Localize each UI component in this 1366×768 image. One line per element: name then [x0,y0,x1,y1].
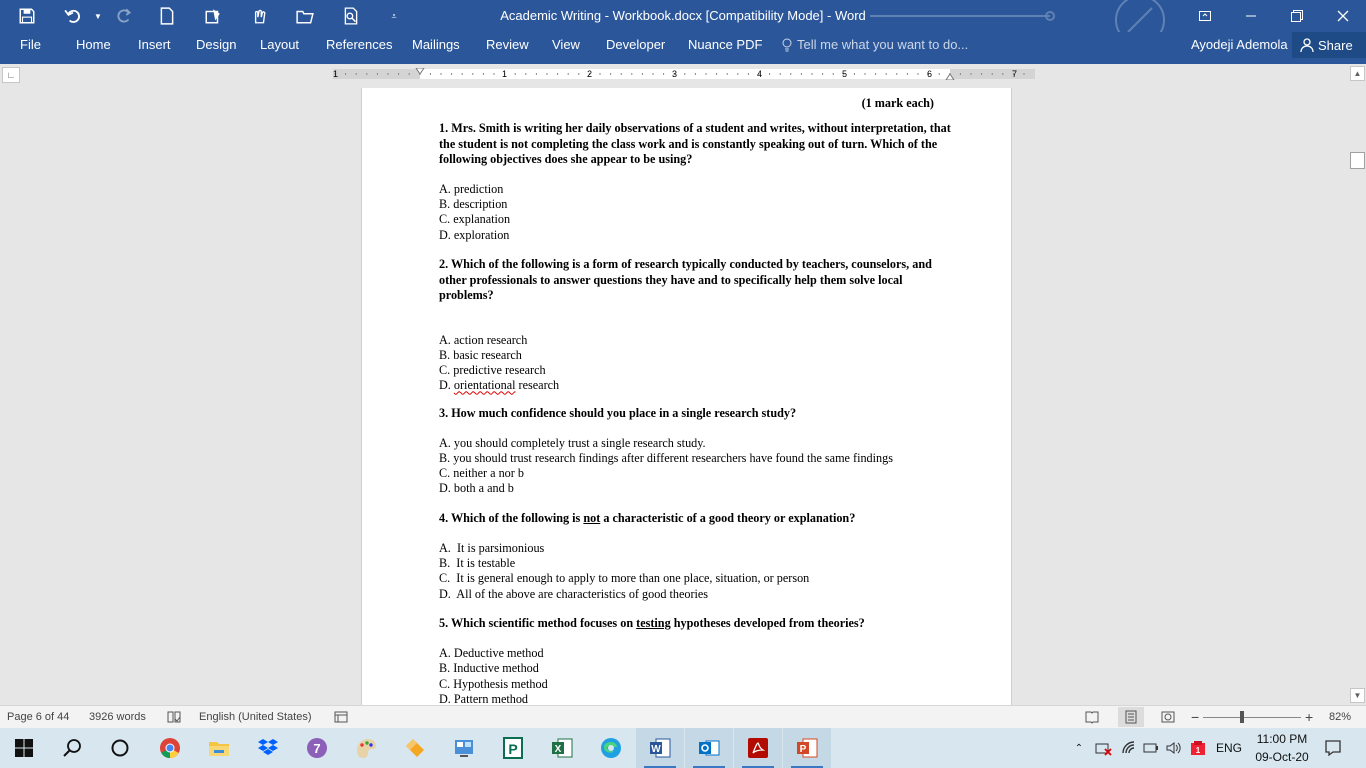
share-label: Share [1318,37,1353,53]
question-prompt: 1. Mrs. Smith is writing her daily observations of a student and writes, without interpretation, that the student is not completing the class work and is constantly speaking out of turn. Which of the following objectives does she appear to be using? [439,121,951,166]
svg-text:W: W [651,744,661,755]
tab-mailings[interactable]: Mailings [412,37,460,52]
outlook-icon[interactable] [685,728,733,768]
answer-option: C. neither a nor b [439,466,524,481]
title-bar [0,0,1366,32]
word-icon[interactable] [636,728,684,768]
battery-icon[interactable] [1141,728,1161,768]
person-icon [1300,38,1314,52]
answer-option: C. Hypothesis method [439,676,548,691]
macro-recording-icon[interactable] [334,710,348,724]
sticky-tool-icon[interactable] [391,728,439,768]
prompt-emphasis: testing [636,616,671,631]
zoom-thumb[interactable] [1240,711,1244,723]
print-preview-icon[interactable] [190,0,236,32]
show-hidden-icons[interactable]: ⌃ [1074,742,1084,754]
answer-option: C. It is general enough to apply to more than one place, situation, or person [439,571,810,586]
read-mode-icon[interactable] [1085,710,1099,724]
document-page[interactable] [361,88,1012,705]
new-document-icon[interactable] [144,0,190,32]
wifi-icon[interactable] [1119,728,1139,768]
question-prompt: 3. How much confidence should you place in a single research study? [439,405,797,420]
lightbulb-icon [781,38,793,52]
tell-me-text: Tell me what you want to do... [797,37,969,52]
answer-option: B. you should trust research findings after different researchers have found the same findings [439,450,893,465]
zoom-in-button[interactable]: + [1305,709,1314,725]
undo-icon[interactable] [54,0,92,32]
minimize-button[interactable] [1228,0,1274,32]
question-3 [439,406,959,497]
zoom-level[interactable]: 82% [1329,711,1352,723]
answer-option: A. It is parsimonious [439,540,545,555]
answer-option-misspelled [439,378,959,393]
touch-mode-icon[interactable] [236,0,282,32]
document-body[interactable] [439,121,959,705]
tab-layout[interactable]: Layout [260,37,300,52]
ribbon-display-options-icon[interactable] [1182,0,1228,32]
ruler-number: 4 [757,69,763,79]
prompt-text: 5. Which scientific method focuses on [439,616,637,631]
language[interactable]: English (United States) [199,711,312,723]
answer-option: B. It is testable [439,556,516,571]
vertical-scrollbar[interactable] [1349,64,1366,705]
print-layout-icon[interactable] [1118,707,1144,727]
scroll-up-arrow-icon[interactable]: ▲ [1350,66,1365,81]
answer-option: B. basic research [439,348,522,363]
antivirus-icon[interactable] [1187,728,1209,768]
prompt-text: a characteristic of a good theory or explanation? [600,510,856,525]
windows-taskbar [0,728,1366,768]
excel-icon[interactable] [538,728,586,768]
acrobat-icon[interactable] [734,728,782,768]
clock[interactable] [1252,730,1312,766]
question-5 [439,616,959,705]
answer-option: D. Pattern method [439,691,529,705]
window-controls [1182,0,1366,32]
restore-button[interactable] [1274,0,1320,32]
svg-text:X: X [554,744,562,755]
network-error-icon[interactable] [1093,728,1115,768]
zoom-track [1203,717,1301,718]
svg-text:1: 1 [1195,746,1201,755]
tab-developer[interactable]: Developer [606,37,666,52]
tab-selector-icon[interactable]: ∟ [2,67,20,83]
tab-nuance-pdf[interactable]: Nuance PDF [688,37,763,52]
answer-option: A. prediction [439,182,504,196]
tab-references[interactable]: References [326,37,393,52]
tab-insert[interactable]: Insert [138,37,171,52]
ribbon-tab-bar [0,32,1366,64]
ruler-number: 3 [672,69,678,79]
share-button[interactable] [1292,32,1366,58]
window-title: Academic Writing - Workbook.docx [Compatibility Mode] - Word [500,8,866,23]
answer-option: D. exploration [439,227,510,242]
scroll-down-arrow-icon[interactable]: ▼ [1350,688,1365,703]
tab-design[interactable]: Design [196,37,237,52]
notifications-icon[interactable] [1318,728,1348,768]
publisher-icon[interactable] [489,728,537,768]
control-panel-icon[interactable] [440,728,488,768]
question-prompt [439,616,959,632]
quick-access-toolbar [0,0,414,32]
answer-option: A. action research [439,332,528,347]
marks-note: (1 mark each) [861,96,934,110]
ruler-number: 7 [1012,69,1018,79]
web-layout-icon[interactable] [1161,710,1175,724]
prompt-text: hypotheses developed from theories? [670,616,865,631]
answer-option: A. Deductive method [439,646,544,661]
user-name[interactable]: Ayodeji Ademola [1191,37,1288,52]
tab-review[interactable]: Review [486,37,529,52]
file-explorer-icon[interactable] [195,728,243,768]
clock-time: 11:00 PM [1256,732,1308,746]
zoom-slider[interactable] [1203,706,1301,729]
edge-icon[interactable] [587,728,635,768]
dropbox-icon[interactable] [244,728,292,768]
question-2 [439,257,959,393]
question-4 [439,511,959,602]
undo-dropdown-icon[interactable]: ▼ [94,11,102,21]
ruler-number: 5 [842,69,848,79]
question-prompt: 2. Which of the following is a form of research typically conducted by teachers, counselors, and other professionals to answer questions they have and to specifically help them solve local problems? [439,257,932,303]
svg-text:P: P [799,744,807,755]
answer-option: B. description [439,197,508,212]
cortana-icon[interactable] [96,728,144,768]
proofing-icon[interactable] [167,710,181,724]
volume-icon[interactable] [1163,728,1185,768]
tell-me-search[interactable] [781,32,968,58]
horizontal-ruler[interactable] [333,68,1035,80]
misspelled-word[interactable]: orientational [453,378,516,393]
answer-option: C. explanation [439,212,511,227]
svg-text:7: 7 [313,741,321,756]
tab-home[interactable]: Home [76,37,111,52]
open-folder-icon[interactable] [282,0,328,32]
ruler-number: 6 [927,69,933,79]
scrollbar-thumb[interactable] [1350,152,1365,169]
option-text: D. orientational research [439,378,560,393]
ruler-number: 1 [502,69,508,79]
status-bar [0,705,1366,728]
ruler-number: 1 [333,69,339,79]
clock-date: 09-Oct-20 [1255,750,1309,764]
input-language[interactable]: ENG [1215,741,1242,755]
tab-view[interactable]: View [552,37,580,52]
answer-option: D. both a and b [439,481,514,496]
print-preview-zoom-icon[interactable] [328,0,374,32]
tab-file[interactable]: File [20,37,41,52]
question-1 [439,121,959,243]
question-prompt [439,511,959,527]
save-icon[interactable] [0,0,54,32]
word-count[interactable]: 3926 words [89,711,146,723]
search-icon[interactable] [48,728,96,768]
customize-toolbar-icon[interactable]: ⩡ [391,10,397,21]
svg-text:P: P [508,741,518,757]
redo-icon[interactable] [104,0,144,32]
close-button[interactable] [1320,0,1366,32]
zoom-out-button[interactable]: − [1191,709,1200,725]
prompt-text: 4. Which of the following is [439,510,584,525]
chrome-icon[interactable] [146,728,194,768]
page-count[interactable]: Page 6 of 44 [7,711,70,723]
answer-option: B. Inductive method [439,661,539,676]
answer-option: D. All of the above are characteristics of good theories [439,586,709,601]
ruler-number: 2 [587,69,593,79]
answer-option: C. predictive research [439,363,546,378]
prompt-emphasis: not [583,510,601,525]
ccleaner-icon[interactable] [293,728,341,768]
powerpoint-icon[interactable] [783,728,831,768]
answer-option: A. you should completely trust a single research study. [439,435,706,450]
windows-start-icon[interactable] [0,728,48,768]
paint-icon[interactable] [342,728,390,768]
